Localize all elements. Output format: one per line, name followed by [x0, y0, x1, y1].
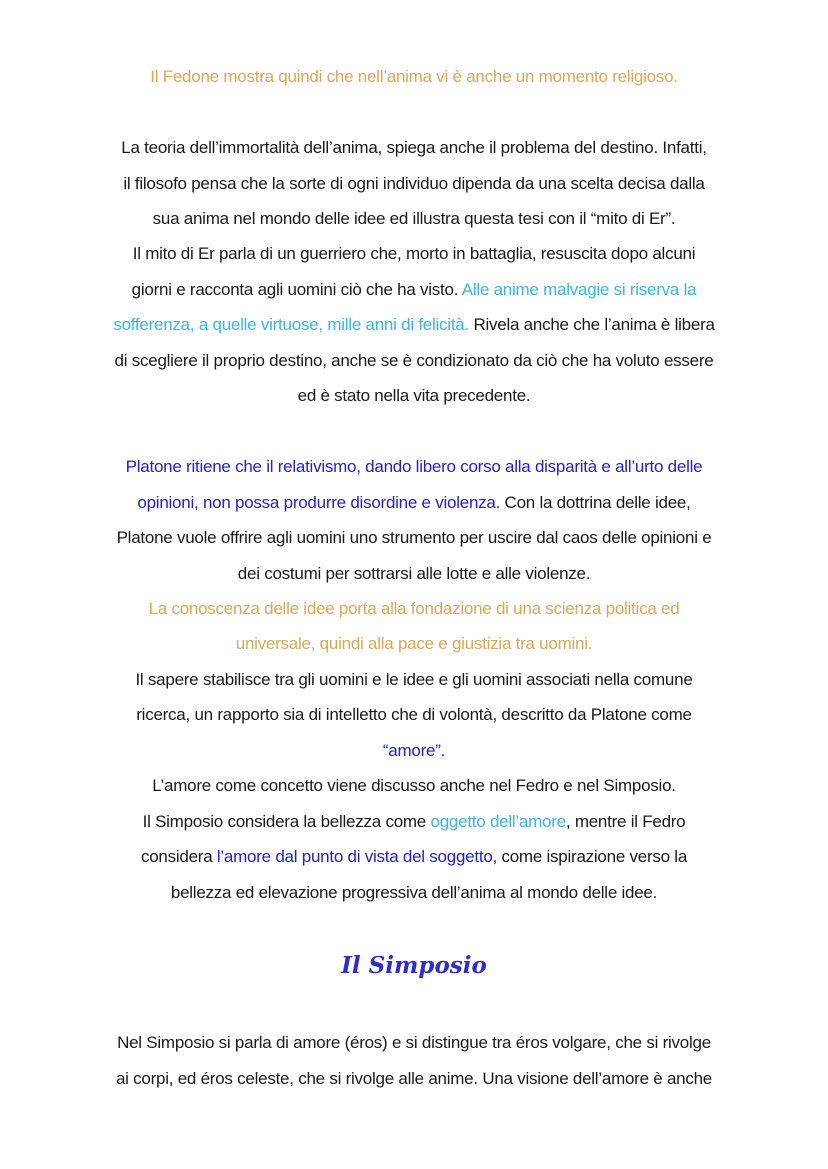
paragraph-line [0, 563, 828, 585]
paragraph-line [0, 704, 828, 726]
text-line: giorni e racconta agli uomini ciò che ha visto. [131, 280, 462, 299]
text-line: dei costumi per sottrarsi alle lotte e alle violenze. [237, 564, 591, 583]
text-line: Il sapere stabilisce tra gli uomini e le idee e gli uomini associati nella comune [135, 670, 693, 689]
paragraph-line [0, 527, 828, 549]
paragraph-line [0, 882, 828, 904]
text-line: bellezza ed elevazione progressiva dell’anima al mondo delle idee. [170, 883, 658, 902]
highlight-text: sofferenza, a quelle virtuose, mille anni di felicità. [113, 315, 469, 334]
paragraph-line [0, 669, 828, 691]
paragraph-line [0, 811, 828, 833]
paragraph-line [0, 208, 828, 230]
paragraph-line [0, 173, 828, 195]
text-line: Il Fedone mostra quindi che nell’anima vi è anche un momento religioso. [150, 67, 678, 86]
paragraph-line [0, 492, 828, 514]
text-line: Il Simposio considera la bellezza come [142, 812, 431, 831]
text-line: , come ispirazione verso la [492, 847, 688, 866]
paragraph-line [0, 846, 828, 868]
highlight-text: l’amore dal punto di vista del soggetto [216, 847, 493, 866]
text-line: Con la dottrina delle idee, [500, 493, 691, 512]
text-line: La teoria dell’immortalità dell’anima, spiega anche il problema del destino. Infatti, [121, 138, 707, 157]
paragraph-line [0, 243, 828, 265]
paragraph-line [0, 633, 828, 655]
paragraph-line [0, 598, 828, 620]
highlight-text: Alle anime malvagie si riserva la [461, 280, 697, 299]
paragraph-line [0, 350, 828, 372]
text-line: Il mito di Er parla di un guerriero che, morto in battaglia, resuscita dopo alcuni [132, 244, 696, 263]
paragraph-line [0, 1032, 828, 1054]
text-line: considera [140, 847, 217, 866]
highlight-text: universale, quindi alla pace e giustizia tra uomini. [235, 634, 593, 653]
paragraph-religious-moment [0, 66, 828, 88]
paragraph-line [0, 314, 828, 336]
highlight-text: opinioni, non possa produrre disordine e violenza. [137, 493, 501, 512]
highlight-text: oggetto dell’amore [430, 812, 566, 831]
section-heading: Il Simposio [341, 952, 487, 979]
text-line: di scegliere il proprio destino, anche se è condizionato da ciò che ha voluto essere [114, 351, 714, 370]
paragraph-line [0, 137, 828, 159]
paragraph-line [0, 279, 828, 301]
paragraph-line [0, 456, 828, 478]
highlight-text: Platone ritiene che il relativismo, dando libero corso alla disparità e all’urto delle [125, 457, 703, 476]
text-line: sua anima nel mondo delle idee ed illustra questa tesi con il “mito di Er”. [152, 209, 676, 228]
text-line: L’amore come concetto viene discusso anche nel Fedro e nel Simposio. [152, 776, 676, 795]
text-line: ed è stato nella vita precedente. [297, 386, 531, 405]
text-line: , mentre il Fedro [565, 812, 686, 831]
text-line: ai corpi, ed éros celeste, che si rivolge alle anime. Una visione dell’amore è anche [115, 1069, 713, 1088]
paragraph-line [0, 385, 828, 407]
highlight-text: La conoscenza delle idee porta alla fondazione di una scienza politica ed [148, 599, 680, 618]
paragraph-line [0, 1068, 828, 1090]
text-line: ricerca, un rapporto sia di intelletto che di volontà, descritto da Platone come [136, 705, 692, 724]
text-line: il filosofo pensa che la sorte di ogni individuo dipenda da una scelta decisa dalla [123, 174, 705, 193]
highlight-text: “amore”. [382, 741, 446, 760]
text-line: Nel Simposio si parla di amore (éros) e si distingue tra éros volgare, che si rivolge [117, 1033, 711, 1052]
text-line: Platone vuole offrire agli uomini uno strumento per uscire dal caos delle opinioni e [116, 528, 712, 547]
text-line: Rivela anche che l’anima è libera [468, 315, 715, 334]
paragraph-line [0, 775, 828, 797]
paragraph-line [0, 740, 828, 762]
